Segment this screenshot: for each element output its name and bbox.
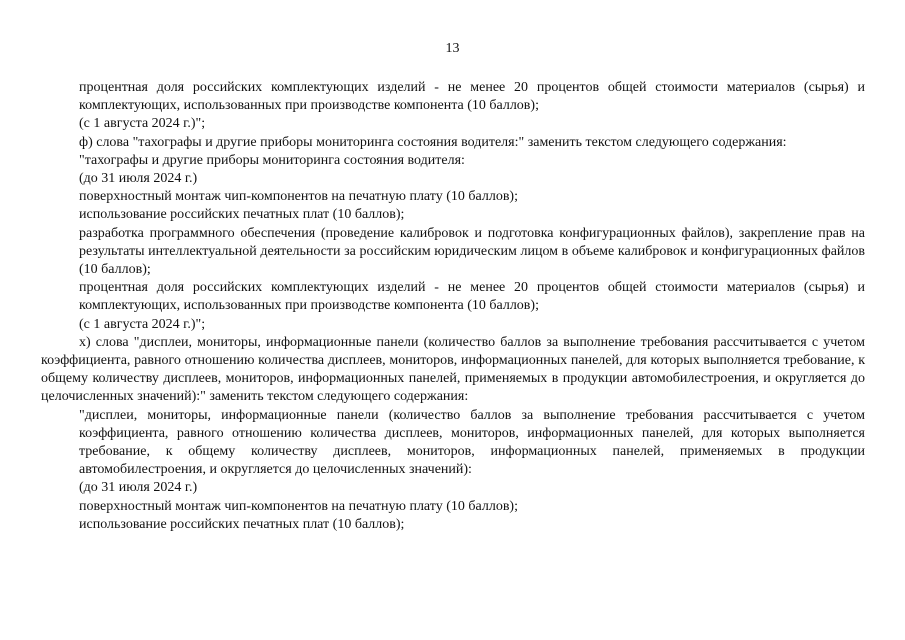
paragraph: использование российских печатных плат (10 баллов);: [79, 516, 405, 532]
paragraph: использование российских печатных плат (10 баллов);: [79, 207, 405, 223]
paragraph: разработка программного обеспечения (проведение калибровок и подготовка конфигурационных файлов), закрепление прав на результаты интеллектуальной деятельности за российским юридическим лицом в объеме калибровок и конфигурационных файлов (10 баллов);: [79, 225, 865, 278]
page-number: 13: [445, 41, 460, 56]
paragraph: х) слова "дисплеи, мониторы, информационные панели (количество баллов за выполнение требования рассчитывается с учетом коэффициента, равного отношению количества дисплеев, мониторов, информационных панелей, для которых выполняется требование, к общему количеству дисплеев, мониторов, информационных панелей, применяемых в продукции автомобилестроения, и округляется до целочисленных значений):" заменить текстом следующего содержания:: [41, 334, 865, 405]
document-body: [41, 79, 865, 534]
paragraph: процентная доля российских комплектующих изделий - не менее 20 процентов общей стоимости материалов (сырья) и комплектующих, использованных при производстве компонента (10 баллов);: [79, 280, 865, 314]
paragraph: (до 31 июля 2024 г.): [79, 480, 198, 496]
paragraph: (до 31 июля 2024 г.): [79, 171, 198, 187]
paragraph: процентная доля российских комплектующих изделий - не менее 20 процентов общей стоимости материалов (сырья) и комплектующих, использованных при производстве компонента (10 баллов);: [79, 80, 865, 114]
paragraph: (с 1 августа 2024 г.)";: [79, 116, 206, 132]
paragraph: поверхностный монтаж чип-компонентов на печатную плату (10 баллов);: [79, 189, 518, 205]
paragraph: ф) слова "тахографы и другие приборы мониторинга состояния водителя:" заменить текстом следующего содержания:: [79, 134, 787, 150]
paragraph: "дисплеи, мониторы, информационные панели (количество баллов за выполнение требования рассчитывается с учетом коэффициента, равного отношению количества дисплеев, мониторов, информационных панелей, для которых выполняется требование, к общему количеству дисплеев, мониторов, информационных панелей, применяемых в продукции автомобилестроения, и округляется до целочисленных значений):: [79, 407, 865, 478]
paragraph: поверхностный монтаж чип-компонентов на печатную плату (10 баллов);: [79, 498, 518, 514]
paragraph: (с 1 августа 2024 г.)";: [79, 316, 206, 332]
paragraph: "тахографы и другие приборы мониторинга состояния водителя:: [79, 152, 465, 168]
